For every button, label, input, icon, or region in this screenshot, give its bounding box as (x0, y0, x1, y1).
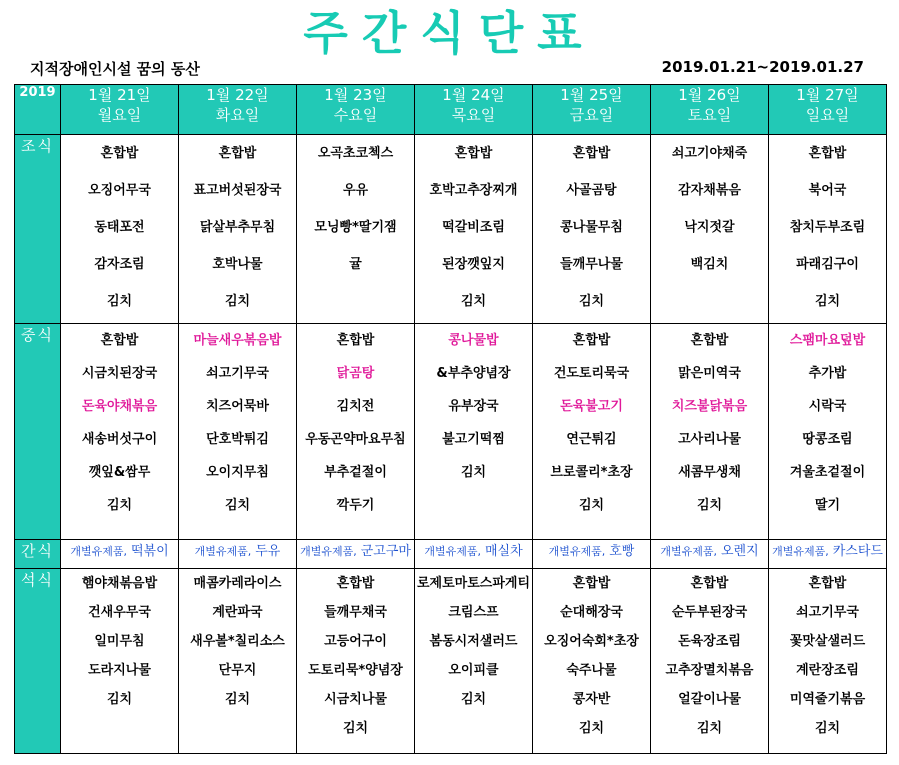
breakfast-item: 김치 (578, 294, 605, 309)
dinner-item: 오이피클 (448, 663, 499, 678)
lunch-item: 쇠고기무국 (206, 366, 269, 381)
facility-name: 지적장애인시설 꿈의 동산 (30, 60, 200, 78)
snack-cell (297, 540, 415, 569)
dinner-item: 도라지나물 (88, 663, 151, 678)
breakfast-item: 쇠고기야채죽 (671, 146, 748, 161)
breakfast-item: 닭살부추무침 (199, 220, 276, 235)
dinner-cell (179, 569, 297, 754)
lunch-item: 치즈불닭볶음 (671, 399, 748, 414)
year-cell: 2019 (15, 85, 61, 135)
lunch-item: 시락국 (808, 399, 847, 414)
weekly-menu-table (14, 84, 887, 754)
dinner-item: 돈육장조림 (678, 634, 741, 649)
lunch-item: 깻잎&쌈무 (88, 465, 151, 480)
lunch-item: 김치 (106, 498, 133, 513)
lunch-item: 김치 (696, 498, 723, 513)
breakfast-item: 북어국 (808, 183, 847, 198)
breakfast-item: 우유 (342, 183, 369, 198)
lunch-item: 시금치된장국 (81, 366, 158, 381)
day-date: 1월 21일 (88, 86, 151, 104)
day-date: 1월 22일 (206, 86, 269, 104)
lunch-cell (651, 324, 769, 540)
lunch-item: 돈육야채볶음 (81, 399, 158, 414)
day-date: 1월 25일 (560, 86, 623, 104)
breakfast-item: 김치 (224, 294, 251, 309)
dinner-item: 혼합밥 (336, 576, 375, 591)
dinner-row (15, 569, 887, 754)
lunch-item: 혼합밥 (100, 333, 139, 348)
meal-label-snack: 간식 (15, 540, 61, 569)
dinner-cell (533, 569, 651, 754)
breakfast-item: 감자조림 (94, 257, 145, 272)
dinner-item: 혼합밥 (572, 576, 611, 591)
dinner-item: 건새우무국 (88, 605, 151, 620)
lunch-item: 김치 (578, 498, 605, 513)
dinner-item: 단무지 (218, 663, 257, 678)
snack-name: 호빵 (609, 544, 635, 559)
breakfast-item: 호박고추장찌개 (429, 183, 518, 198)
lunch-cell (769, 324, 887, 540)
breakfast-cell (297, 135, 415, 324)
lunch-item: 치즈어묵바 (206, 399, 269, 414)
day-date: 1월 24일 (442, 86, 505, 104)
snack-prefix: 개별유제품, (548, 545, 606, 558)
day-header (769, 85, 887, 135)
day-header (533, 85, 651, 135)
dinner-item: 혼합밥 (808, 576, 847, 591)
snack-row (15, 540, 887, 569)
snack-cell (179, 540, 297, 569)
day-header (651, 85, 769, 135)
lunch-cell (415, 324, 533, 540)
breakfast-item: 파래김구이 (796, 257, 859, 272)
dinner-item: 얼갈이나물 (678, 692, 741, 707)
lunch-item: 고사리나물 (678, 432, 741, 447)
dinner-item: 크림스프 (448, 605, 499, 620)
lunch-item: 김치 (460, 465, 487, 480)
breakfast-cell (61, 135, 179, 324)
breakfast-cell (179, 135, 297, 324)
breakfast-row (15, 135, 887, 324)
dinner-item: 시금치나물 (324, 692, 387, 707)
dinner-item: 계란장조림 (796, 663, 859, 678)
snack-prefix: 개별유제품, (660, 545, 717, 558)
lunch-item: 땅콩조림 (802, 432, 853, 447)
day-header (297, 85, 415, 135)
snack-prefix: 개별유제품, (424, 545, 481, 558)
lunch-cell (61, 324, 179, 540)
snack-name: 떡볶이 (130, 544, 169, 559)
dinner-item: 김치 (342, 721, 369, 736)
breakfast-item: 오징어무국 (88, 183, 151, 198)
dinner-item: 매콤카레라이스 (193, 576, 282, 591)
breakfast-item: 떡갈비조림 (442, 220, 505, 235)
breakfast-item: 김치 (814, 294, 841, 309)
dinner-cell (297, 569, 415, 754)
snack-name: 군고구마 (360, 544, 411, 559)
lunch-item: 우동곤약마요무침 (305, 432, 406, 447)
dinner-cell (415, 569, 533, 754)
day-weekday: 수요일 (333, 106, 378, 124)
breakfast-item: 오곡초코첵스 (317, 146, 394, 161)
dinner-item: 김치 (814, 721, 841, 736)
dinner-item: 도토리묵*양념장 (308, 663, 403, 678)
lunch-item: 추가밥 (808, 366, 847, 381)
lunch-item: 김치전 (336, 399, 375, 414)
dinner-item: 순두부된장국 (671, 605, 748, 620)
snack-prefix: 개별유제품, (194, 545, 252, 558)
lunch-item: 혼합밥 (690, 333, 729, 348)
day-weekday: 일요일 (805, 106, 850, 124)
snack-prefix: 개별유제품, (300, 545, 357, 558)
breakfast-item: 혼합밥 (454, 146, 493, 161)
lunch-item: 깍두기 (336, 498, 375, 513)
snack-name: 매실차 (484, 544, 523, 559)
breakfast-item: 동태포전 (94, 220, 145, 235)
lunch-item: 돈육불고기 (560, 399, 623, 414)
breakfast-item: 혼합밥 (572, 146, 611, 161)
breakfast-item: 호박나물 (212, 257, 263, 272)
day-weekday: 토요일 (687, 106, 732, 124)
dinner-cell (61, 569, 179, 754)
lunch-row (15, 324, 887, 540)
lunch-item: 브로콜리*초장 (550, 465, 633, 480)
dinner-item: 봄동시저샐러드 (429, 634, 518, 649)
lunch-item: &부추양념장 (436, 366, 511, 381)
page-title: 주간식단표 (303, 6, 596, 60)
breakfast-item: 낙지젓갈 (684, 220, 735, 235)
breakfast-item: 혼합밥 (100, 146, 139, 161)
lunch-cell (297, 324, 415, 540)
lunch-item: 딸기 (814, 498, 841, 513)
dinner-item: 김치 (696, 721, 723, 736)
lunch-cell (533, 324, 651, 540)
breakfast-item: 된장깻잎지 (442, 257, 505, 272)
snack-prefix: 개별유제품, (772, 545, 829, 558)
day-weekday: 목요일 (451, 106, 496, 124)
menu-period: 2019.01.21~2019.01.27 (661, 58, 864, 76)
lunch-item: 스팸마요덮밥 (789, 333, 866, 348)
snack-cell (415, 540, 533, 569)
dinner-item: 고등어구이 (324, 634, 387, 649)
day-weekday: 화요일 (215, 106, 260, 124)
dinner-item: 김치 (460, 692, 487, 707)
lunch-item: 혼합밥 (572, 333, 611, 348)
meal-label-breakfast: 조식 (15, 135, 61, 324)
lunch-item: 혼합밥 (336, 333, 375, 348)
snack-name: 카스타드 (832, 544, 883, 559)
day-header (179, 85, 297, 135)
dinner-item: 오징어숙회*초장 (544, 634, 639, 649)
dinner-item: 로제토마토스파게티 (416, 576, 531, 591)
breakfast-item: 백김치 (690, 257, 729, 272)
lunch-item: 건도토리묵국 (553, 366, 630, 381)
meal-label-dinner: 석식 (15, 569, 61, 754)
lunch-item: 단호박튀김 (206, 432, 269, 447)
snack-cell (651, 540, 769, 569)
day-weekday: 월요일 (97, 106, 142, 124)
snack-prefix: 개별유제품, (70, 545, 127, 558)
breakfast-item: 참치두부조림 (789, 220, 866, 235)
lunch-item: 닭곰탕 (336, 366, 375, 381)
dinner-item: 꽃맛살샐러드 (789, 634, 866, 649)
dinner-item: 계란파국 (212, 605, 263, 620)
lunch-item: 김치 (224, 498, 251, 513)
dinner-item: 미역줄기볶음 (789, 692, 866, 707)
dinner-item: 쇠고기무국 (796, 605, 859, 620)
dinner-item: 김치 (106, 692, 133, 707)
dinner-item: 김치 (224, 692, 251, 707)
snack-name: 오렌지 (720, 544, 759, 559)
breakfast-item: 김치 (460, 294, 487, 309)
day-header (415, 85, 533, 135)
snack-cell (61, 540, 179, 569)
dinner-item: 혼합밥 (690, 576, 729, 591)
day-date: 1월 23일 (324, 86, 387, 104)
lunch-item: 마늘새우볶음밥 (193, 333, 282, 348)
snack-cell (769, 540, 887, 569)
lunch-item: 유부장국 (448, 399, 499, 414)
meal-label-lunch: 중식 (15, 324, 61, 540)
header-row (15, 85, 887, 135)
dinner-cell (769, 569, 887, 754)
dinner-item: 햄야채볶음밥 (81, 576, 158, 591)
day-weekday: 금요일 (569, 106, 614, 124)
breakfast-item: 김치 (106, 294, 133, 309)
dinner-item: 순대해장국 (560, 605, 623, 620)
lunch-item: 새콤무생채 (678, 465, 741, 480)
breakfast-item: 사골곰탕 (566, 183, 617, 198)
lunch-item: 부추겉절이 (324, 465, 387, 480)
dinner-item: 들깨무채국 (324, 605, 387, 620)
lunch-cell (179, 324, 297, 540)
snack-cell (533, 540, 651, 569)
breakfast-item: 콩나물무침 (560, 220, 623, 235)
breakfast-item: 귤 (349, 257, 362, 272)
dinner-item: 김치 (578, 721, 605, 736)
day-date: 1월 27일 (796, 86, 859, 104)
lunch-item: 콩나물밥 (448, 333, 499, 348)
lunch-item: 오이지무침 (206, 465, 269, 480)
breakfast-cell (415, 135, 533, 324)
breakfast-cell (533, 135, 651, 324)
breakfast-item: 표고버섯된장국 (193, 183, 282, 198)
dinner-item: 고추장멸치볶음 (665, 663, 754, 678)
breakfast-cell (769, 135, 887, 324)
lunch-item: 연근튀김 (566, 432, 617, 447)
lunch-item: 불고기떡찜 (442, 432, 505, 447)
snack-name: 두유 (255, 544, 281, 559)
day-header (61, 85, 179, 135)
breakfast-item: 혼합밥 (808, 146, 847, 161)
day-date: 1월 26일 (678, 86, 741, 104)
dinner-cell (651, 569, 769, 754)
dinner-item: 새우볼*칠리소스 (190, 634, 285, 649)
breakfast-item: 감자채볶음 (678, 183, 741, 198)
dinner-item: 콩자반 (572, 692, 611, 707)
breakfast-item: 들깨무나물 (560, 257, 623, 272)
lunch-item: 겨울초겉절이 (789, 465, 866, 480)
breakfast-item: 혼합밥 (218, 146, 257, 161)
lunch-item: 맑은미역국 (678, 366, 741, 381)
breakfast-cell (651, 135, 769, 324)
dinner-item: 일미무침 (94, 634, 145, 649)
dinner-item: 숙주나물 (566, 663, 617, 678)
lunch-item: 새송버섯구이 (81, 432, 158, 447)
breakfast-item: 모닝빵*딸기잼 (314, 220, 397, 235)
